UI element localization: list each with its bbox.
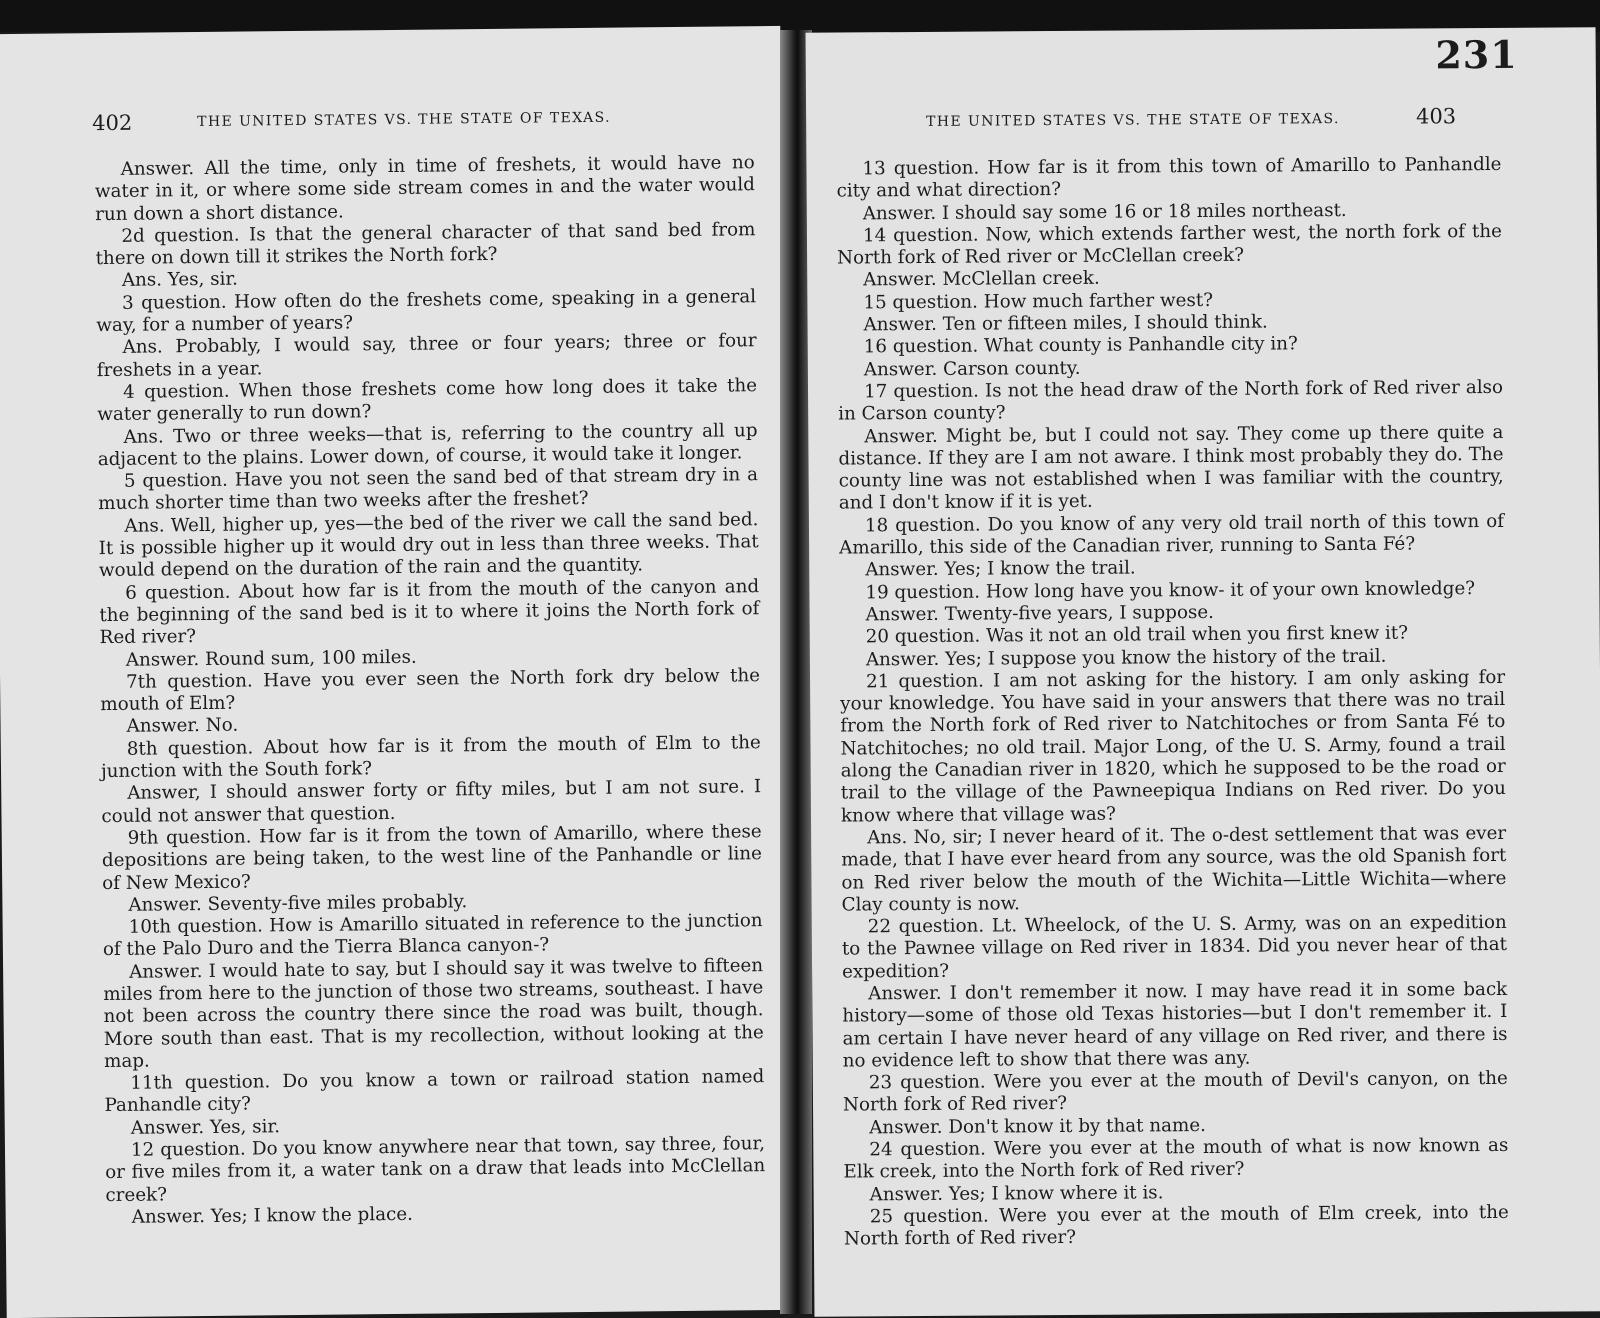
testimony-paragraph: Ans. Yes, sir. (121, 269, 239, 292)
left-page-number: 402 (92, 110, 133, 136)
testimony-paragraph: 8th question. About how far is it from the mouth of Elm to the junction with the South fork? (100, 731, 761, 783)
right-page-number: 403 (1415, 104, 1457, 129)
testimony-paragraph: Ans. Well, higher up, yes—the bed of the river we call the sand bed. It is possible higher up it would dry out in less than three weeks. That would depend on the duration of the rain and the quantity. (98, 508, 759, 582)
testimony-paragraph: 6 question. About how far is it from the mouth of the canyon and the beginning of the sand bed is it to where it joins the North fork of Red river? (99, 575, 760, 649)
testimony-paragraph: Answer, I should answer forty or fifty miles, but I am not sure. I could not answer that question. (101, 776, 762, 827)
testimony-paragraph: 10th question. How is Amarillo situated in reference to the junction of the Palo Duro and the Tierra Blanca canyon-? (102, 910, 763, 961)
testimony-paragraph: Answer. Yes; I suppose you know the history of the trail. (865, 645, 1387, 670)
testimony-paragraph: Answer. Twenty-five years, I suppose. (865, 601, 1215, 626)
scan-border (0, 0, 1600, 32)
testimony-paragraph: 7th question. Have you ever seen the North fork dry below the mouth of Elm? (100, 664, 761, 716)
testimony-paragraph: 21 question. I am not asking for the history. I am only asking for your knowledge. You have said in your answers that there was no trail from the North fork of Red river to Natchitoches or from Santa Fé to Natchitoches; no old trail. Major Long, of the U. S. Army, found a trail along the Canadian river in 1820, which he supposed to be the road or trail to the village of the Pawneepiqua Indians on Red river. Do you know where that village was? (840, 666, 1506, 827)
testimony-paragraph: Answer. Don't know it by that name. (869, 1114, 1207, 1139)
testimony-paragraph: Answer. I should say some 16 or 18 miles northeast. (862, 199, 1347, 224)
testimony-paragraph: 4 question. When those freshets come how long does it take the water generally to run down? (97, 375, 758, 426)
testimony-paragraph: 9th question. How far is it from the town of Amarillo, where these depositions are being taken, to the west line of the Panhandle or line of New Mexico? (101, 821, 763, 894)
right-page-body (836, 154, 1509, 1251)
testimony-paragraph: Answer. McClellan creek. (863, 268, 1100, 291)
testimony-paragraph: 17 question. Is not the head draw of the North fork of Red river also in Carson county? (838, 376, 1504, 425)
testimony-paragraph: 23 question. Were you ever at the mouth of Devil's canyon, on the North fork of Red river? (842, 1068, 1508, 1117)
testimony-paragraph: Answer. I would hate to say, but I should say it was twelve to fifteen miles from here to the junction of those two streams, southeast. I have not been across the country there since the road was built, though. More south than east. That is my recollection, without looking at the map. (103, 954, 764, 1072)
testimony-paragraph: Answer. Might be, but I could not say. They come up there quite a distance. If they are I am not aware. I think most probably they do. The county line was not established when I was familiar with the country, and I don't know if it is yet. (838, 421, 1504, 515)
testimony-paragraph: Answer. Seventy-five miles probably. (128, 891, 468, 916)
testimony-paragraph: Answer. Yes, sir. (130, 1115, 281, 1139)
testimony-paragraph: 20 question. Was it not an old trail when you first knew it? (865, 622, 1409, 648)
testimony-paragraph: 13 question. How far is it from this town of Amarillo to Panhandle city and what direction? (836, 153, 1502, 202)
testimony-paragraph: Ans. Two or three weeks—that is, referring to the country all up adjacent to the plains. Lower down, of course, it would take it longer. (97, 419, 758, 470)
testimony-paragraph: 16 question. What county is Panhandle city in? (863, 333, 1298, 358)
testimony-paragraph: 3 question. How often do the freshets come, speaking in a general way, for a number of years? (96, 285, 757, 337)
testimony-paragraph: 5 question. Have you not seen the sand bed of that stream dry in a much shorter time than two weeks after the freshet? (98, 464, 759, 515)
testimony-paragraph: Answer. All the time, only in time of freshets, it would have no water in it, or where some side stream comes in and the water would run down a short distance. (94, 152, 756, 225)
testimony-paragraph: Answer. Carson county. (863, 357, 1081, 381)
left-page (0, 26, 794, 1318)
testimony-paragraph: Ans. Probably, I would say, three or four years; three or four freshets in a year. (96, 330, 757, 381)
left-page-header (0, 104, 781, 142)
testimony-paragraph: 22 question. Lt. Wheelock, of the U. S. Army, was on an expedition to the Pawnee village on Red river in 1834. Did you never hear of that expedition? (841, 911, 1507, 983)
testimony-paragraph: Answer. Yes; I know the trail. (865, 557, 1136, 581)
testimony-paragraph: 25 question. Were you ever at the mouth of Elm creek, into the North forth of Red river? (843, 1201, 1509, 1250)
testimony-paragraph: 19 question. How long have you know- it of your own knowledge? (865, 577, 1476, 604)
stamped-number: 231 (1435, 31, 1518, 78)
testimony-paragraph: 14 question. Now, which extends farther west, the north fork of the North fork of Red river or McClellan creek? (837, 220, 1503, 269)
testimony-paragraph: Answer. Yes; I know the place. (131, 1203, 414, 1228)
testimony-paragraph: 11th question. Do you know a town or railroad station named Panhandle city? (104, 1066, 765, 1117)
testimony-paragraph: 2d question. Is that the general character of that sand bed from there on down till it strikes the North fork? (95, 219, 756, 270)
testimony-paragraph: Answer. No. (126, 715, 239, 738)
testimony-paragraph: Answer. Ten or fifteen miles, I should think. (863, 311, 1268, 336)
left-page-body (95, 152, 766, 1229)
testimony-paragraph: Answer. Round sum, 100 miles. (125, 646, 417, 671)
right-running-head: THE UNITED STATES VS. THE STATE OF TEXAS. (926, 111, 1340, 130)
left-running-head: THE UNITED STATES VS. THE STATE OF TEXAS. (197, 109, 611, 131)
testimony-paragraph: 18 question. Do you know of any very old trail north of this town of Amarillo, this side of the Canadian river, running to Santa Fé? (839, 510, 1505, 559)
right-page-header (806, 105, 1596, 141)
right-page (806, 27, 1600, 1316)
testimony-paragraph: 12 question. Do you know anywhere near that town, say three, four, or five miles from it, a water tank on a draw that leads into McClellan creek? (105, 1133, 766, 1206)
testimony-paragraph: Ans. No, sir; I never heard of it. The o-dest settlement that was ever made, that I have ever heard from any source, was the old Spanish fort on Red river below the mouth of the Wichita—Little Wichita—where Clay county is now. (841, 822, 1507, 916)
testimony-paragraph: Answer. I don't remember it now. I may have read it in some back history—some of those old Texas histories—but I don't remember it. I am certain I have never heard of any village on Red river, and there is no evidence left to show that there was any. (842, 978, 1508, 1072)
testimony-paragraph: Answer. Yes; I know where it is. (869, 1181, 1164, 1206)
testimony-paragraph: 24 question. Were you ever at the mouth of what is now known as Elk creek, into the North fork of Red river? (843, 1134, 1509, 1183)
testimony-paragraph: 15 question. How much farther west? (863, 289, 1214, 314)
